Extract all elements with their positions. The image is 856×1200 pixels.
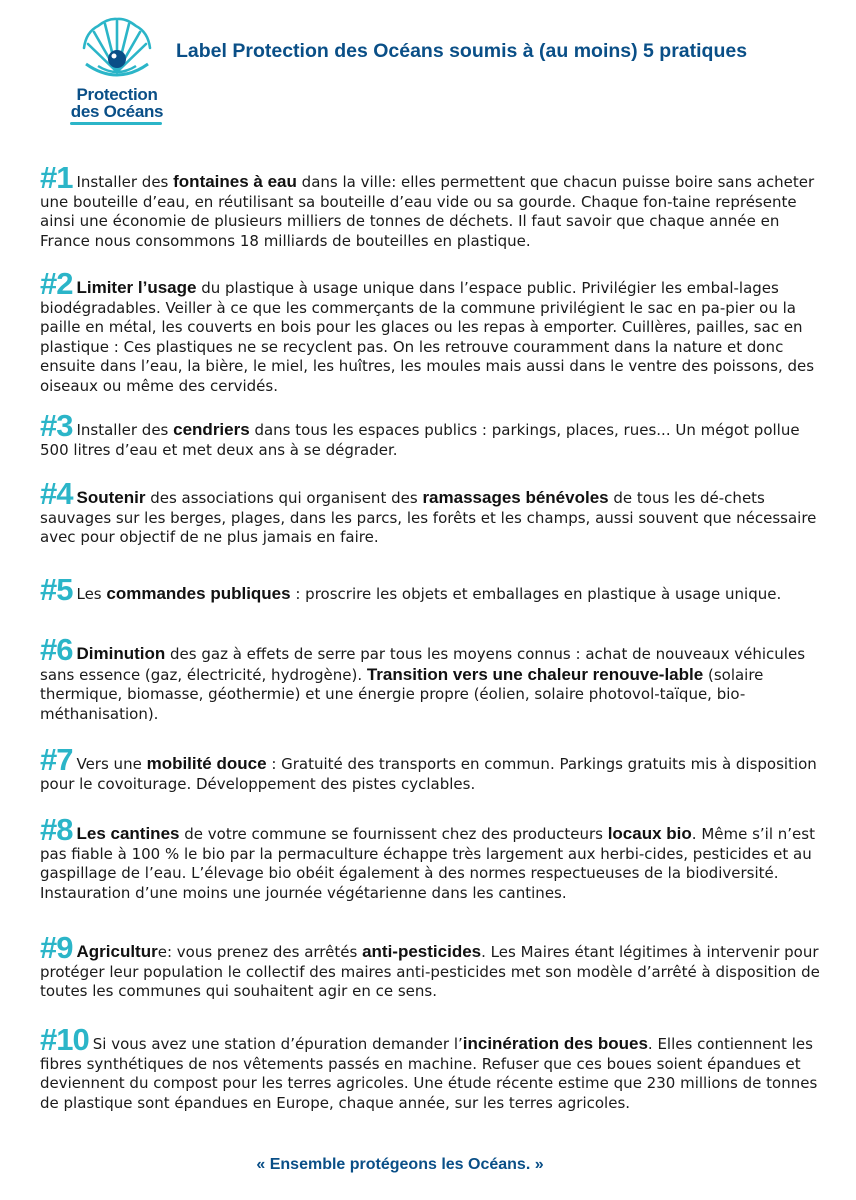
practice-sentence: de tous les dé-chets sauvages sur les berges, plages, dans les parcs, les forêts et les champs, aussi souvent que nécessaire avec pour objectif de ne plus jamais en faire.	[40, 489, 817, 547]
practice-number: #9	[40, 930, 73, 965]
practice-keyword: fontaines à eau	[173, 172, 297, 191]
practice-keyword: mobilité douce	[146, 754, 267, 773]
practice-keyword: commandes publiques	[106, 584, 291, 603]
practice-text	[40, 742, 820, 794]
practice-sentence: dans tous les espaces publics : parkings, places, rues... Un mégot pollue 500 litres d’eau et met deux ans à se dégrader.	[40, 421, 800, 459]
practice-keyword: ramassages bénévoles	[422, 488, 609, 507]
practice-sentence: Vers une	[76, 755, 147, 773]
practice-keyword: Les cantines	[76, 824, 180, 843]
practice-text	[40, 812, 820, 903]
practice-text	[40, 266, 820, 397]
practice-text	[40, 930, 820, 1002]
practice-keyword: anti-pesticides	[362, 942, 482, 961]
practice-number: #3	[40, 408, 73, 443]
practice-item	[40, 632, 820, 724]
practice-sentence: des associations qui organisent des	[145, 489, 423, 507]
practice-keyword: locaux bio	[607, 824, 692, 843]
practice-sentence: . Elles contiennent les fibres synthétiques de nos vêtements passés en machine. Refuser que ces boues soient épandues et deviennent du compost pour les terres agricoles. Une étude récente estime que 230 millions de tonnes de plastique sont épandues en Europe, chaque année, sur les terres agricoles.	[40, 1035, 818, 1112]
practice-text	[40, 408, 820, 460]
practice-number: #10	[40, 1022, 89, 1057]
protection-des-oceans-logo	[62, 14, 172, 132]
practice-sentence: : proscrire les objets et emballages en plastique à usage unique.	[290, 585, 782, 603]
practice-item	[40, 930, 820, 1002]
logo-line-1: Protection	[76, 85, 158, 104]
practice-sentence: de votre commune se fournissent chez des producteurs	[179, 825, 608, 843]
practice-sentence: (solaire thermique, biomasse, géothermie) et une énergie propre (éolien, solaire photovol-taïque, bio- méthanisation).	[40, 665, 764, 723]
header	[0, 0, 856, 135]
practice-sentence: des gaz à effets de serre par tous les moyens connus : achat de nouveaux véhicules sans essence (gaz, électricité, hydrogène).	[40, 645, 806, 684]
practice-number: #5	[40, 572, 73, 607]
practice-sentence: Les	[76, 585, 107, 603]
practice-number: #1	[40, 160, 73, 195]
practice-keyword: Transition vers une chaleur renouve-lable	[366, 664, 704, 684]
practice-item	[40, 572, 820, 607]
practice-keyword: Limiter l’usage	[76, 278, 197, 297]
logo-line-2: des Océans	[70, 102, 164, 121]
practice-number: #6	[40, 632, 73, 667]
practice-item	[40, 160, 820, 251]
footer-slogan: « Ensemble protégeons les Océans. »	[256, 1156, 544, 1173]
practice-text	[40, 1022, 820, 1113]
practice-keyword: incinération des boues	[462, 1034, 648, 1053]
practice-text	[40, 632, 820, 724]
practice-text	[40, 476, 820, 548]
practice-number: #7	[40, 742, 73, 777]
practice-item	[40, 408, 820, 460]
practice-text	[40, 160, 820, 251]
practice-sentence: : Gratuité des transports en commun. Parkings gratuits mis à disposition pour le covoiturage. Développement des pistes cyclables.	[40, 755, 817, 793]
practice-item	[40, 742, 820, 794]
practice-sentence: e: vous prenez des arrêtés	[157, 943, 363, 961]
practice-item	[40, 1022, 820, 1113]
practice-number: #4	[40, 476, 73, 511]
logo-underline	[70, 122, 162, 125]
practice-sentence: . Même s’il n’est pas fiable à 100 % le bio par la permaculture échappe très largement aux herbi-cides, pesticides et au gaspillage de l’eau. L’élevage bio obéit également à des normes respectueuses de la biodiversité. Instauration d’une moins une journée végétarienne dans les cantines.	[40, 825, 815, 902]
seashell-pearl-icon	[76, 14, 158, 88]
practice-item	[40, 266, 820, 397]
page-title: Label Protection des Océans soumis à (au moins) 5 pratiques	[176, 40, 748, 62]
practice-keyword: cendriers	[173, 420, 250, 439]
practice-sentence: Installer des	[76, 173, 174, 191]
practice-sentence: dans la ville: elles permettent que chacun puisse boire sans acheter une bouteille d’eau, en réutilisant sa bouteille d’eau vide ou sa gourde. Chaque fon-taine représente ainsi une économie de plusieurs milliers de tonnes de déchets. Il faut savoir que chaque année en France nous consommons 18 milliards de bouteilles en plastique.	[40, 173, 815, 250]
practice-keyword: Soutenir	[76, 488, 146, 507]
logo-text	[62, 86, 172, 120]
practice-text	[40, 572, 820, 607]
practice-sentence: du plastique à usage unique dans l’espace public. Privilégier les embal-lages biodégradables. Veiller à ce que les commerçants de la commune privilégient le sac en pa-pier ou la paille en métal, les couverts en bois pour les glaces ou les repas à emporter. Cuillères, pailles, sac en plastique : Ces plastiques ne se recyclent pas. On les retrouve couramment dans la nature et donc ensuite dans l’eau, la bière, le miel, les huîtres, les moules mais aussi dans le ventre des poissons, des oiseaux ou même des cervidés.	[40, 279, 815, 395]
practice-number: #2	[40, 266, 73, 301]
practice-item	[40, 476, 820, 548]
practice-keyword: Diminution	[76, 644, 166, 663]
practice-sentence: . Les Maires étant légitimes à intervenir pour protéger leur population le collectif des maires anti-pesticides met son modèle d’arrêté à disposition de toutes les communes qui souhaitent agir en ce sens.	[40, 943, 820, 1001]
practice-keyword: Agricultur	[76, 942, 158, 961]
practice-item	[40, 812, 820, 903]
practice-sentence: Si vous avez une station d’épuration demander l’	[92, 1035, 463, 1053]
practice-number: #8	[40, 812, 73, 847]
practice-sentence: Installer des	[76, 421, 174, 439]
